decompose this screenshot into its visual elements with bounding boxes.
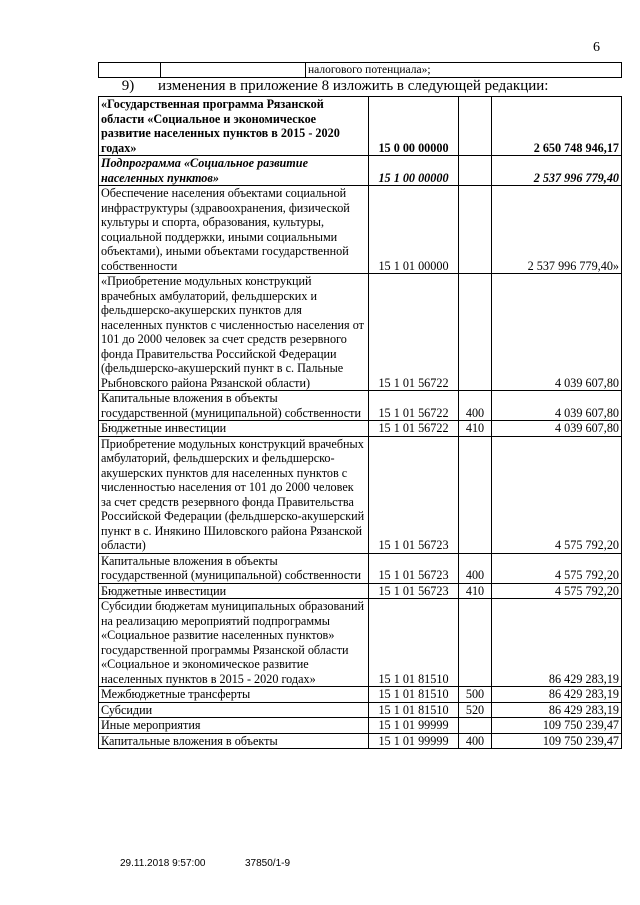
row-amount: 4 039 607,80 xyxy=(492,421,622,437)
row-kvr xyxy=(459,97,492,156)
row-amount: 86 429 283,19 xyxy=(492,599,622,687)
row-name: Бюджетные инвестиции xyxy=(99,583,369,599)
table-body xyxy=(99,97,622,749)
row-kvr xyxy=(459,186,492,274)
row-kvr: 400 xyxy=(459,391,492,421)
row-amount: 86 429 283,19 xyxy=(492,702,622,718)
row-kvr: 400 xyxy=(459,733,492,749)
top-cell-1 xyxy=(99,63,161,78)
table-row xyxy=(99,687,622,703)
row-code: 15 1 00 00000 xyxy=(369,156,459,186)
instruction-text: изменения в приложение 8 изложить в следующей редакции: xyxy=(158,78,549,94)
row-kvr xyxy=(459,599,492,687)
row-name: Обеспечение населения объектами социальной инфраструктуры (здравоохранения, физической культуры и спорта, образования, культуры, социальной поддержки, иными социальными объектами), иными объектами государственной собственности xyxy=(99,186,369,274)
table-row xyxy=(99,97,622,156)
row-amount: 2 650 748 946,17 xyxy=(492,97,622,156)
row-amount: 2 537 996 779,40» xyxy=(492,186,622,274)
table-row xyxy=(99,599,622,687)
row-amount: 2 537 996 779,40 xyxy=(492,156,622,186)
table-row xyxy=(99,274,622,391)
row-kvr: 410 xyxy=(459,583,492,599)
footer-date: 29.11.2018 9:57:00 xyxy=(120,858,206,869)
row-name: «Приобретение модульных конструкций врачебных амбулаторий, фельдшерских и фельдшерско-акушерских пунктов для населенных пунктов с численностью населения от 101 до 2000 человек за счет средств резервного фонда Правительства Российской Федерации (фельдшерско-акушерский пункт в с. Пальные Рыбновского района Рязанской области) xyxy=(99,274,369,391)
top-cell-text: налогового потенциала»; xyxy=(306,63,622,78)
row-name: Иные мероприятия xyxy=(99,718,369,734)
row-code: 15 1 01 81510 xyxy=(369,687,459,703)
row-name: Капитальные вложения в объекты xyxy=(99,733,369,749)
instruction-line xyxy=(98,78,621,95)
footer-doc-number: 37850/1-9 xyxy=(245,858,291,869)
row-name: «Государственная программа Рязанской области «Социальное и экономическое развитие населенных пунктов в 2015 - 2020 годах» xyxy=(99,97,369,156)
row-code: 15 1 01 56723 xyxy=(369,553,459,583)
row-name: Подпрограмма «Социальное развитие населенных пунктов» xyxy=(99,156,369,186)
row-kvr: 500 xyxy=(459,687,492,703)
row-code: 15 1 01 56722 xyxy=(369,421,459,437)
table-row xyxy=(99,421,622,437)
row-amount: 109 750 239,47 xyxy=(492,733,622,749)
row-code: 15 1 01 99999 xyxy=(369,718,459,734)
table-row xyxy=(99,702,622,718)
row-amount: 4 039 607,80 xyxy=(492,274,622,391)
row-kvr: 410 xyxy=(459,421,492,437)
instruction-number: 9) xyxy=(121,78,135,94)
table-row xyxy=(99,156,622,186)
row-code: 15 1 01 00000 xyxy=(369,186,459,274)
table-row xyxy=(99,553,622,583)
row-name: Бюджетные инвестиции xyxy=(99,421,369,437)
row-kvr: 520 xyxy=(459,702,492,718)
row-code: 15 1 01 56723 xyxy=(369,436,459,553)
top-cell-2 xyxy=(161,63,306,78)
row-kvr: 400 xyxy=(459,553,492,583)
row-amount: 86 429 283,19 xyxy=(492,687,622,703)
row-name: Капитальные вложения в объекты государственной (муниципальной) собственности xyxy=(99,553,369,583)
top-partial-table xyxy=(98,62,622,78)
row-name: Капитальные вложения в объекты государственной (муниципальной) собственности xyxy=(99,391,369,421)
table-row xyxy=(99,718,622,734)
row-code: 15 1 01 81510 xyxy=(369,599,459,687)
row-code: 15 0 00 00000 xyxy=(369,97,459,156)
row-amount: 4 575 792,20 xyxy=(492,436,622,553)
table-row xyxy=(99,391,622,421)
row-name: Межбюджетные трансферты xyxy=(99,687,369,703)
row-amount: 4 575 792,20 xyxy=(492,553,622,583)
row-kvr xyxy=(459,274,492,391)
row-name: Приобретение модульных конструкций врачебных амбулаторий, фельдшерских и фельдшерско-акушерских пунктов для населенных пунктов с численностью населения от 101 до 2000 человек за счет средств резервного фонда Правительства Российской Федерации (фельдшерско-акушерский пункт в с. Инякино Шиловского района Рязанской области) xyxy=(99,436,369,553)
row-kvr xyxy=(459,718,492,734)
appendix-8-table xyxy=(98,96,622,749)
table-row xyxy=(99,436,622,553)
row-amount: 109 750 239,47 xyxy=(492,718,622,734)
row-code: 15 1 01 56722 xyxy=(369,391,459,421)
row-name: Субсидии xyxy=(99,702,369,718)
row-kvr xyxy=(459,156,492,186)
row-code: 15 1 01 56722 xyxy=(369,274,459,391)
row-amount: 4 039 607,80 xyxy=(492,391,622,421)
row-code: 15 1 01 81510 xyxy=(369,702,459,718)
row-code: 15 1 01 56723 xyxy=(369,583,459,599)
row-kvr xyxy=(459,436,492,553)
table-row xyxy=(99,733,622,749)
row-name: Субсидии бюджетам муниципальных образований на реализацию мероприятий подпрограммы «Социальное развитие населенных пунктов» государственной программы Рязанской области «Социальное и экономическое развитие населенных пунктов в 2015 - 2020 годах» xyxy=(99,599,369,687)
page-number: 6 xyxy=(593,40,600,55)
row-amount: 4 575 792,20 xyxy=(492,583,622,599)
top-partial-row xyxy=(99,63,622,78)
row-code: 15 1 01 99999 xyxy=(369,733,459,749)
table-row xyxy=(99,583,622,599)
table-row xyxy=(99,186,622,274)
